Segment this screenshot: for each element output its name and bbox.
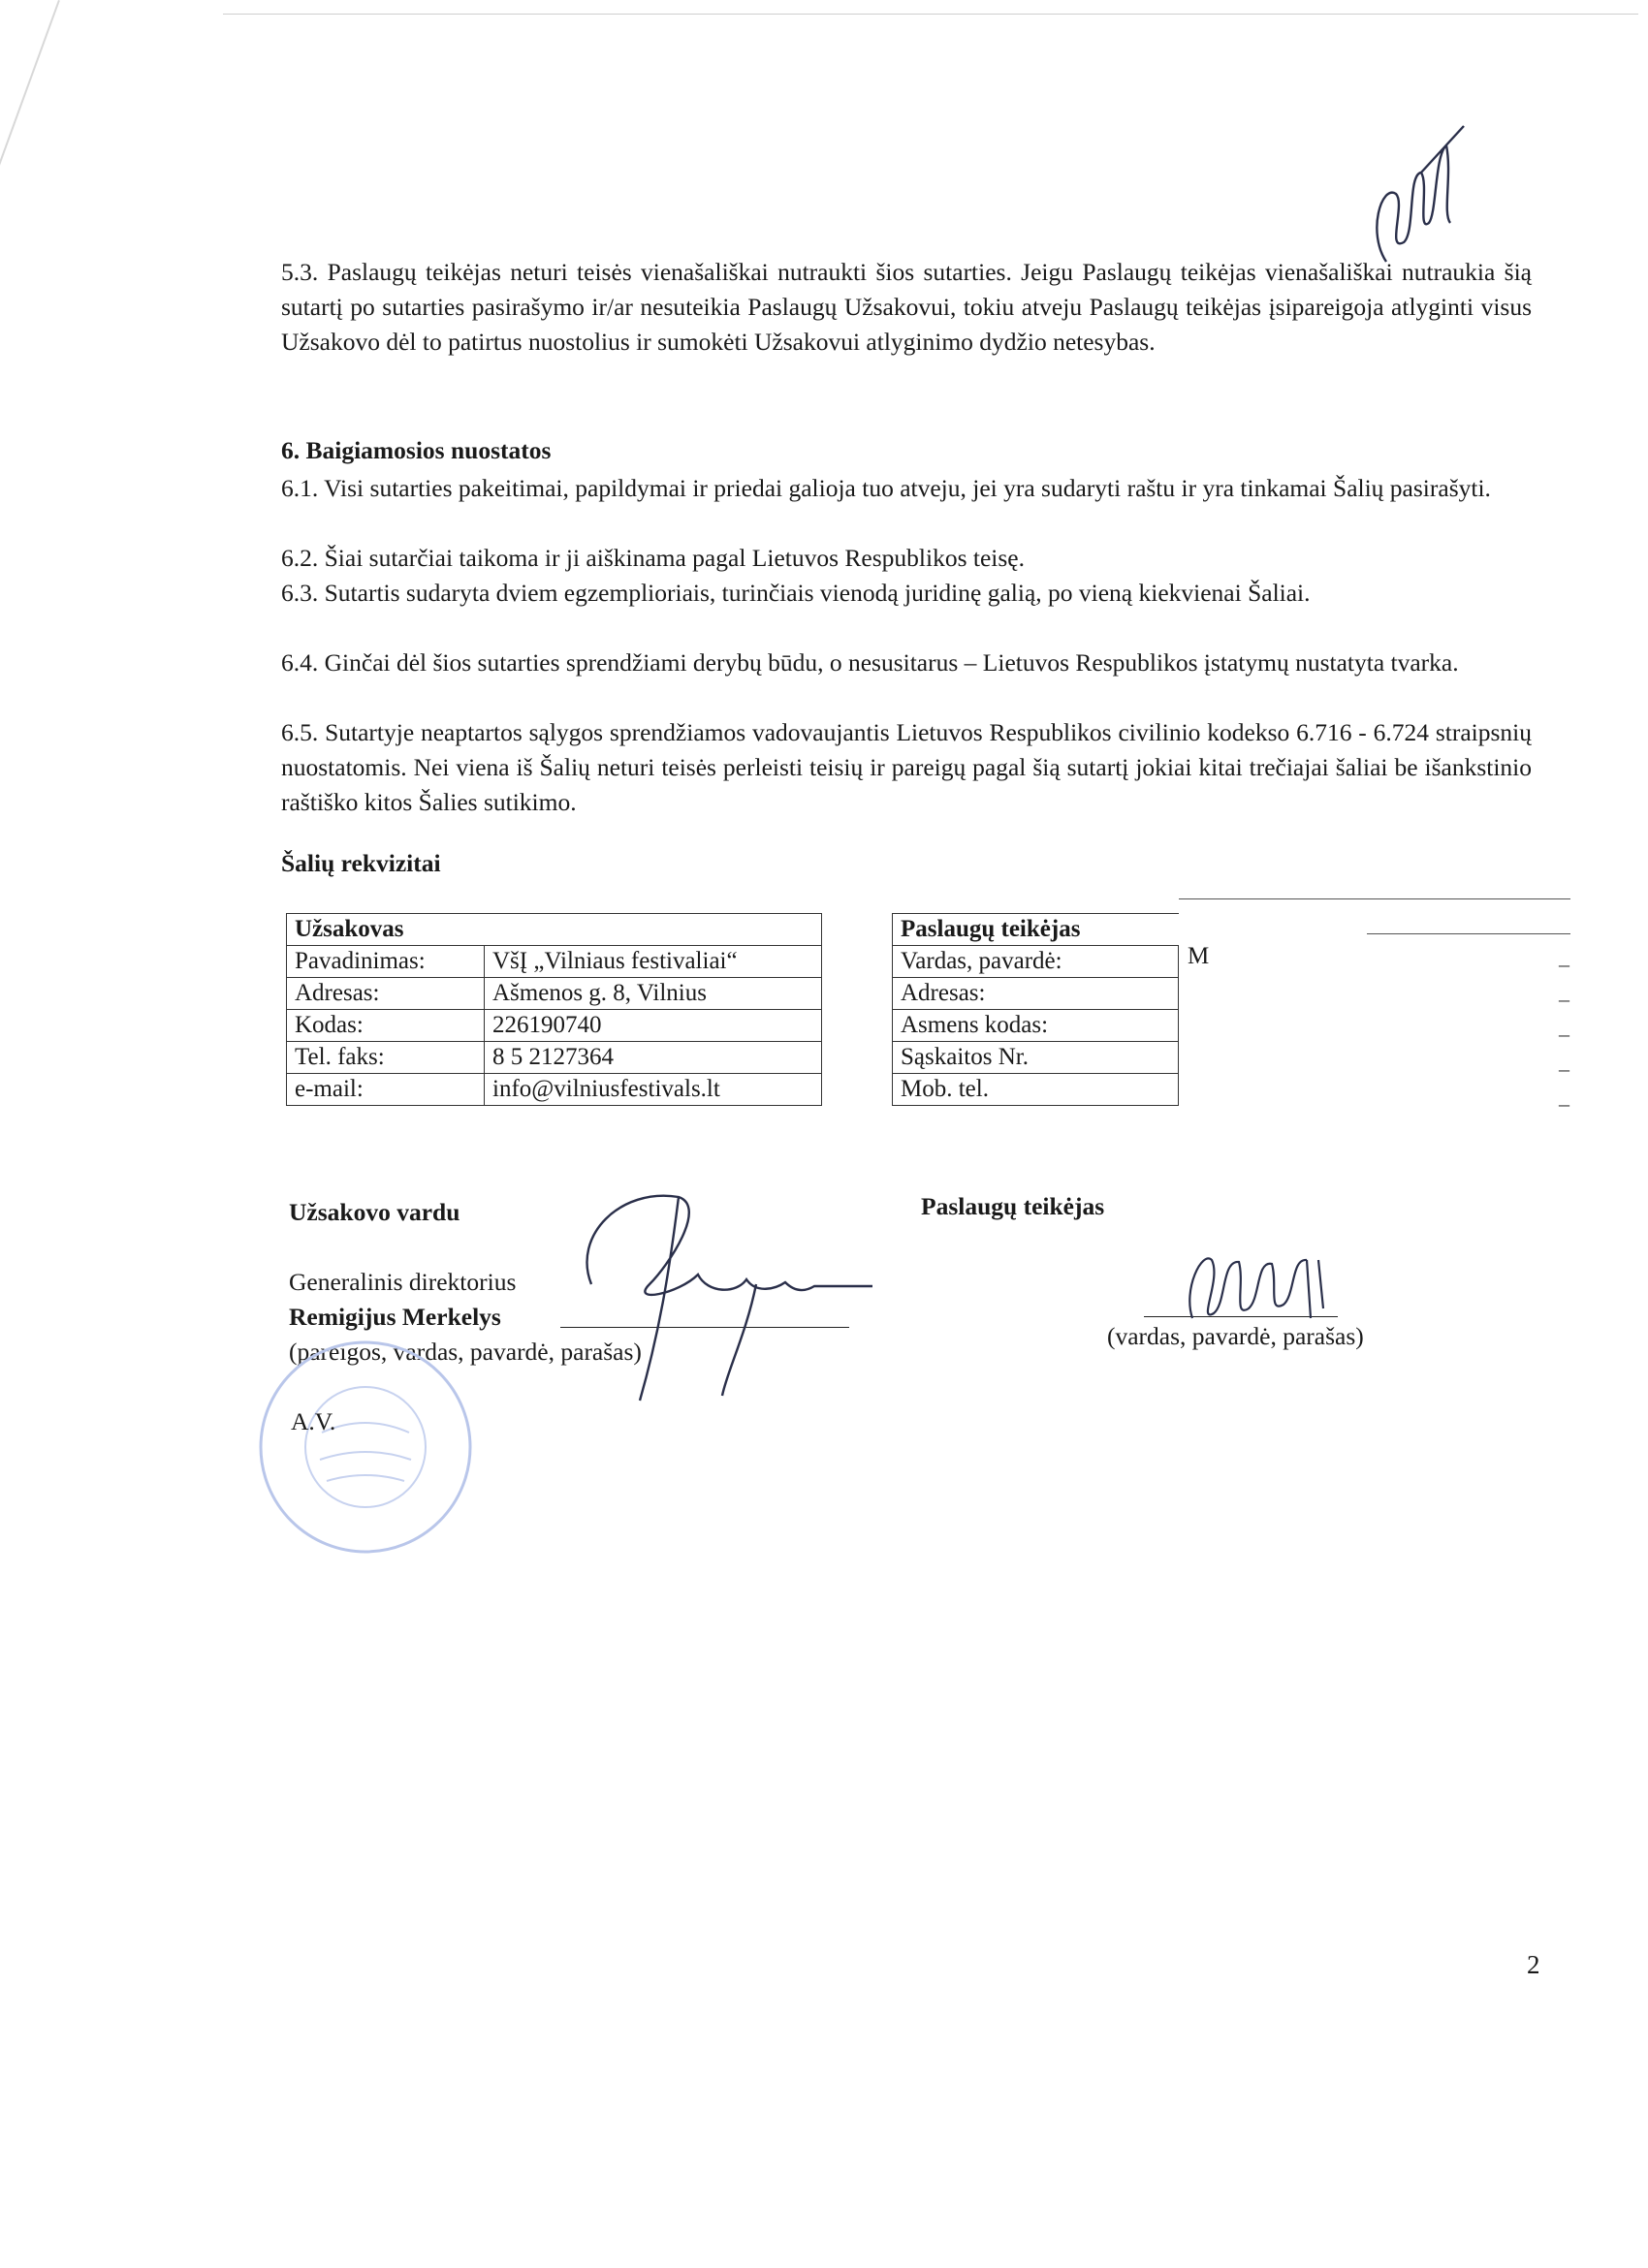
table-extension-line <box>1179 898 1570 899</box>
table-extension-line <box>1367 933 1570 934</box>
table-value: 8 5 2127364 <box>485 1042 822 1074</box>
clause-6-4: 6.4. Ginčai dėl šios sutarties sprendžiami derybų būdu, o nesusitarus – Lietuvos Respublikos įstatymų nustatyta tvarka. <box>281 648 1459 677</box>
clause-6-5: 6.5. Sutartyje neaptartos sąlygos sprendžiamos vadovaujantis Lietuvos Respublikos civilinio kodekso 6.716 - 6.724 straipsnių nuostatomis. Nei viena iš Šalių neturi teisės perleisti teisių ir pareigų pagal šią sutartį jokiai kitai trečiajai šaliai be išankstinio raštiško kitos Šalies sutikimo. <box>281 718 1532 816</box>
table-label: Sąskaitos Nr. <box>893 1042 1179 1074</box>
table-row <box>287 946 822 978</box>
provider-sign-caption: (vardas, pavardė, parašas) <box>1107 1322 1364 1350</box>
customer-sign-heading: Užsakovo vardu <box>289 1198 460 1226</box>
table-row <box>893 1010 1179 1042</box>
table-row <box>893 914 1179 946</box>
provider-name-value: M <box>1188 943 1210 969</box>
customer-name: Remigijus Merkelys <box>289 1303 501 1331</box>
table-row <box>287 1042 822 1074</box>
customer-requisites-table <box>286 913 822 1106</box>
table-label: Vardas, pavardė: <box>893 946 1179 978</box>
dash-mark: – <box>1559 1056 1569 1081</box>
table-label: Mob. tel. <box>893 1074 1179 1106</box>
dash-mark: – <box>1559 952 1569 976</box>
table-label: e-mail: <box>287 1074 485 1106</box>
table-value: info@vilniusfestivals.lt <box>485 1074 822 1106</box>
clause-5-3: 5.3. Paslaugų teikėjas neturi teisės vienašališkai nutraukti šios sutarties. Jeigu Paslaugų teikėjas vienašališkai nutraukia šią sutartį po sutarties pasirašymo ir/ar nesuteikia Paslaugų Užsakovui, tokiu atveju Paslaugų teikėjas įsipareigoja atlyginti visus Užsakovo dėl to patirtus nuostolius ir sumokėti Užsakovui atlyginimo dydžio netesybas. <box>281 258 1532 356</box>
provider-requisites-table <box>892 913 1179 1106</box>
provider-sign-heading: Paslaugų teikėjas <box>921 1192 1105 1220</box>
dash-mark: – <box>1559 1091 1569 1116</box>
table-value: Ašmenos g. 8, Vilnius <box>485 978 822 1010</box>
customer-sign-caption: (pareigos, vardas, pavardė, parašas) <box>289 1338 642 1366</box>
table-label: Pavadinimas: <box>287 946 485 978</box>
table-label: Kodas: <box>287 1010 485 1042</box>
customer-position: Generalinis direktorius <box>289 1268 517 1296</box>
clause-6-3: 6.3. Sutartis sudaryta dviem egzemplioriais, turinčiais vienodą juridinę galią, po vieną kiekvienai Šaliai. <box>281 579 1311 607</box>
provider-signature <box>1154 1231 1367 1338</box>
customer-signature <box>562 1178 872 1410</box>
dash-mark: – <box>1559 987 1569 1011</box>
table-row <box>287 914 822 946</box>
table-row <box>287 1074 822 1106</box>
table-row <box>893 978 1179 1010</box>
table-label: Tel. faks: <box>287 1042 485 1074</box>
scan-shadow <box>0 0 60 329</box>
table-value: 226190740 <box>485 1010 822 1042</box>
table-value: VšĮ „Vilniaus festivaliai“ <box>485 946 822 978</box>
clause-6-2: 6.2. Šiai sutarčiai taikoma ir ji aiškinama pagal Lietuvos Respublikos teisę. <box>281 544 1025 572</box>
table-row <box>893 946 1179 978</box>
page-number: 2 <box>1527 1950 1540 1979</box>
scan-edge-line <box>223 14 1638 15</box>
table-label: Adresas: <box>287 978 485 1010</box>
table-label: Adresas: <box>893 978 1179 1010</box>
stamp-label: A.V. <box>291 1407 336 1435</box>
table-row <box>287 1010 822 1042</box>
table-label: Asmens kodas: <box>893 1010 1179 1042</box>
provider-table-header: Paslaugų teikėjas <box>893 914 1179 946</box>
section-6-title: 6. Baigiamosios nuostatos <box>281 436 552 464</box>
table-row <box>287 978 822 1010</box>
table-row <box>893 1042 1179 1074</box>
dash-mark: – <box>1559 1022 1569 1046</box>
clause-6-1: 6.1. Visi sutarties pakeitimai, papildymai ir priedai galioja tuo atveju, jei yra sudaryti raštu ir yra tinkamai Šalių pasirašyti. <box>281 474 1491 502</box>
requisites-title: Šalių rekvizitai <box>281 849 441 877</box>
table-row <box>893 1074 1179 1106</box>
customer-table-header: Užsakovas <box>287 914 822 946</box>
organization-stamp <box>254 1336 477 1559</box>
initials-signature <box>1328 116 1474 271</box>
